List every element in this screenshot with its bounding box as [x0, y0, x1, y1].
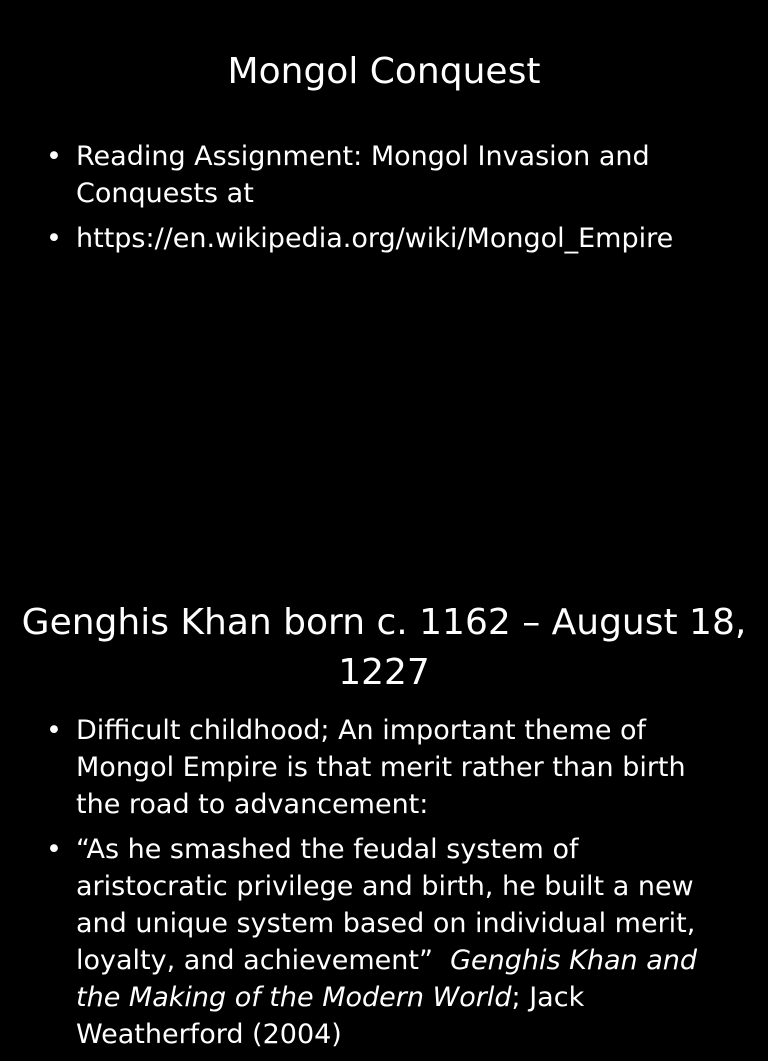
bullet-wikipedia-link — [44, 220, 734, 257]
wikipedia-url[interactable]: https://en.wikipedia.org/wiki/Mongol_Empire — [76, 223, 674, 254]
slide-1-bullet-list — [44, 138, 734, 265]
bullet-quote — [44, 831, 734, 1053]
bullet-difficult-childhood — [44, 712, 734, 823]
bullet-dot-icon: • — [46, 715, 62, 746]
bullet-reading-assignment — [44, 138, 734, 212]
slide-2 — [0, 576, 768, 1050]
bullet-dot-icon: • — [46, 223, 62, 254]
quote-text: “As he smashed the feudal system of aristocratic privilege and birth, he built a new and unique system based on individual merit, loyalty, and achievement” — [76, 834, 696, 976]
slide-1-title: Mongol Conquest — [227, 51, 541, 92]
quote-attribution: ; Jack Weatherford (2004) — [76, 982, 585, 1050]
book-title: Genghis Khan and the Making of the Modern World — [76, 945, 698, 1013]
bullet-text: Reading Assignment: Mongol Invasion and Conquests at — [76, 141, 650, 209]
bullet-text: Difficult childhood; An important theme of Mongol Empire is that merit rather than birth the road to advancement: — [76, 715, 686, 820]
bullet-dot-icon: • — [46, 141, 62, 172]
slide-2-bullet-list — [44, 712, 734, 1061]
slide-2-title: Genghis Khan born c. 1162 – August 18, 1227 — [21, 602, 747, 693]
bullet-dot-icon: • — [46, 834, 62, 865]
